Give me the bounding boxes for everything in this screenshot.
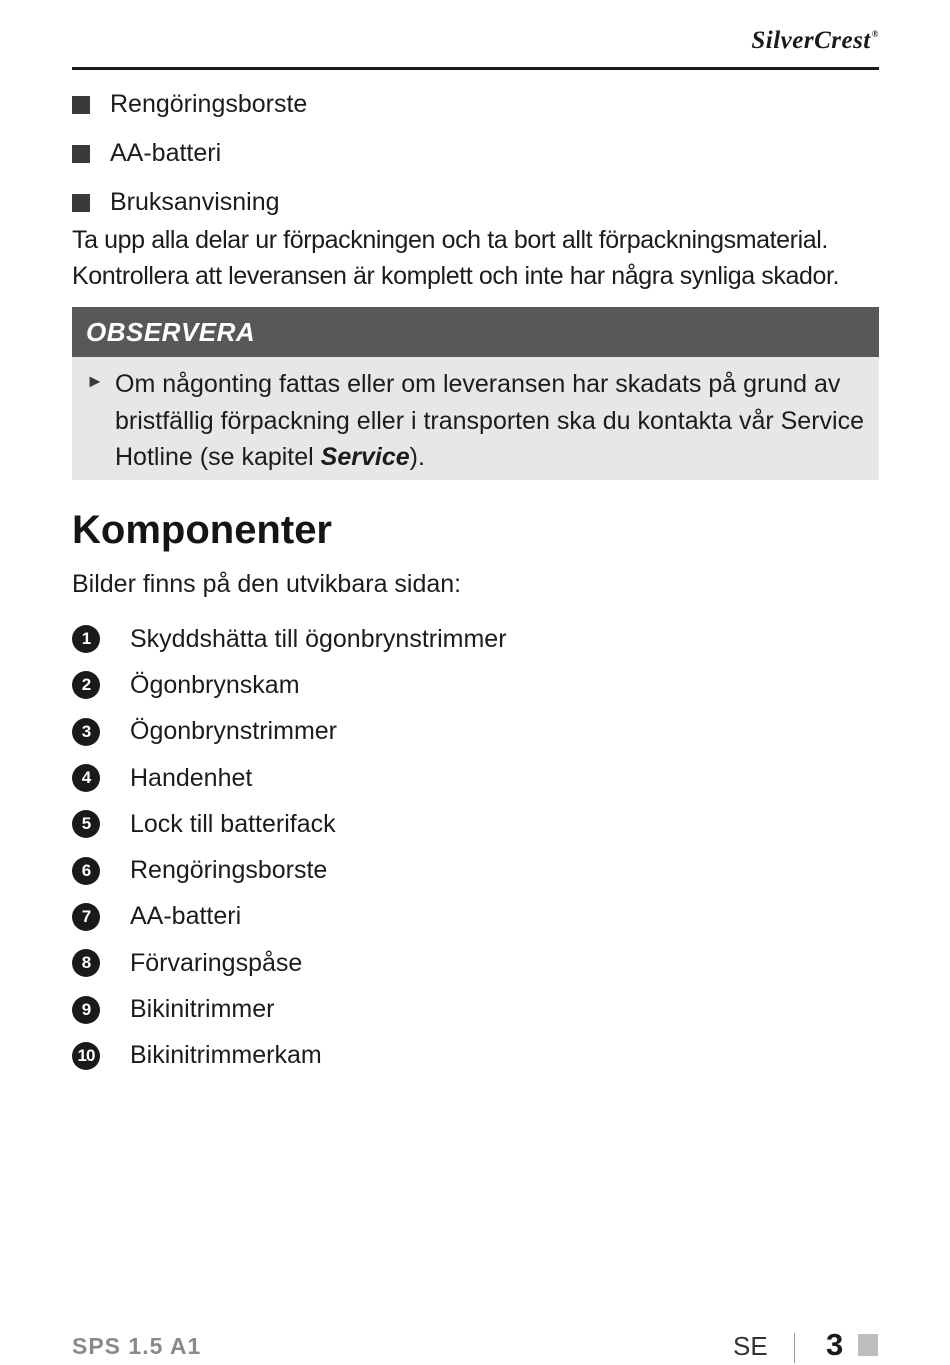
- component-item: 7 AA-batteri: [72, 894, 507, 940]
- number-badge-icon: 8: [72, 949, 100, 977]
- list-item: Rengöringsborste: [72, 80, 307, 129]
- number-badge-icon: 3: [72, 718, 100, 746]
- component-item: 3 Ögonbrynstrimmer: [72, 709, 507, 755]
- arrow-right-icon: ►: [86, 371, 104, 391]
- component-item: 6 Rengöringsborste: [72, 847, 507, 893]
- footer-divider: [794, 1333, 795, 1363]
- section-subtitle: Bilder finns på den utvikbara sidan:: [72, 570, 462, 598]
- square-bullet-icon: [72, 96, 90, 114]
- bullet-list: [72, 80, 307, 227]
- component-item: 4 Handenhet: [72, 755, 507, 801]
- number-badge-icon: 9: [72, 996, 100, 1024]
- number-badge-icon: 10: [72, 1042, 100, 1070]
- number-badge-icon: 5: [72, 810, 100, 838]
- list-item: AA-batteri: [72, 129, 307, 178]
- component-item: 5 Lock till batterifack: [72, 801, 507, 847]
- number-badge-icon: 6: [72, 857, 100, 885]
- component-item: 1 Skyddshätta till ögonbrynstrimmer: [72, 616, 507, 662]
- page-number: 3: [826, 1327, 844, 1362]
- square-bullet-icon: [72, 145, 90, 163]
- note-text: Om någonting fattas eller om leveransen har skadats på grund av bristfällig förpackning eller i transporten ska du kontakta vår Service Hotline (se kapitel Service).: [115, 370, 864, 471]
- component-item: 8 Förvaringspåse: [72, 940, 507, 986]
- footer-language: SE: [733, 1331, 768, 1361]
- footer-model: SPS 1.5 A1: [72, 1333, 202, 1359]
- number-badge-icon: 1: [72, 625, 100, 653]
- number-badge-icon: 4: [72, 764, 100, 792]
- service-reference: Service: [320, 443, 410, 471]
- note-body: [72, 357, 879, 480]
- components-list: [72, 616, 507, 1079]
- brand-logo: SilverCrest®: [751, 27, 879, 54]
- note-header: [72, 307, 879, 357]
- number-badge-icon: 7: [72, 903, 100, 931]
- intro-paragraph: Ta upp alla delar ur förpackningen och ta bort allt förpackningsmaterial. Kontrollera att leveransen är komplett och inte har några synliga skador.: [72, 226, 840, 290]
- page-marker-icon: [858, 1334, 878, 1356]
- list-item: Bruksanvisning: [72, 178, 307, 227]
- component-item: 2 Ögonbrynskam: [72, 662, 507, 708]
- component-item: 9 Bikinitrimmer: [72, 986, 507, 1032]
- section-title: Komponenter: [72, 508, 332, 552]
- header-rule: [72, 67, 879, 70]
- square-bullet-icon: [72, 194, 90, 212]
- note-title: OBSERVERA: [86, 317, 256, 347]
- component-item: 10 Bikinitrimmerkam: [72, 1033, 507, 1079]
- number-badge-icon: 2: [72, 671, 100, 699]
